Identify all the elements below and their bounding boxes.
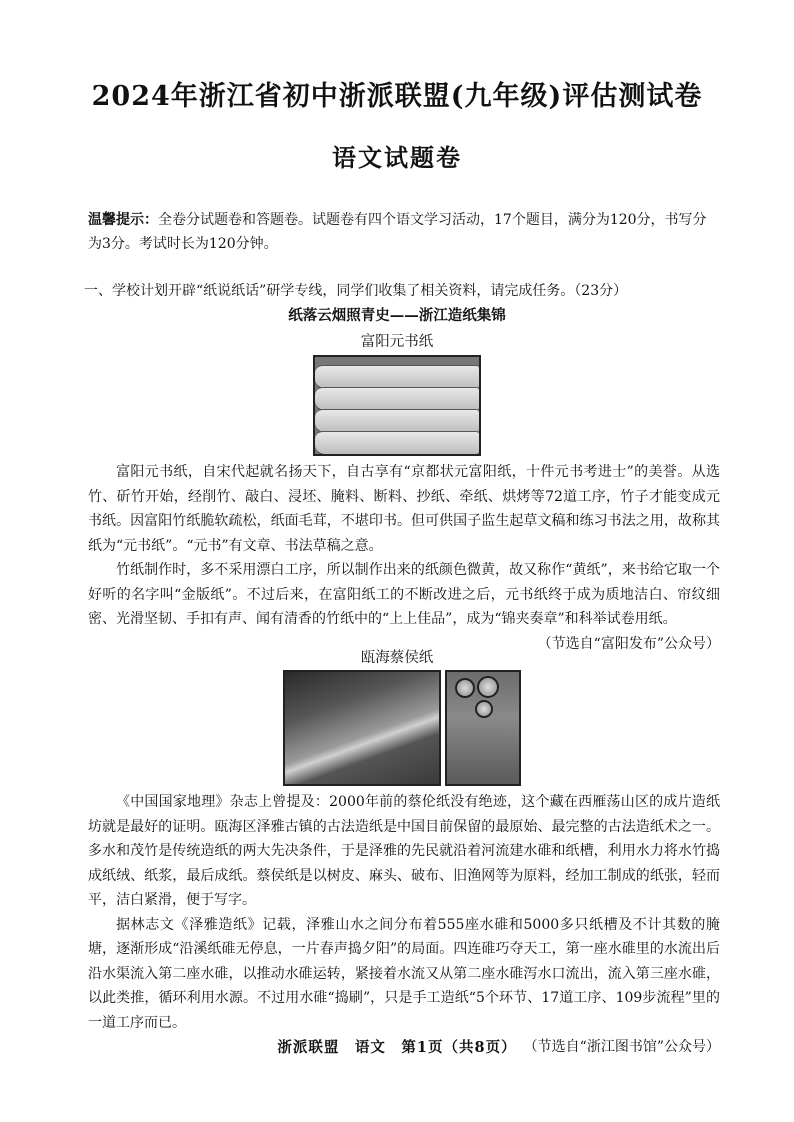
part2-source: （节选自“浙江图书馆”公众号） — [523, 1039, 720, 1055]
page-footer: 浙派联盟 语文 第1页（共8页） — [277, 1039, 517, 1056]
tip-text: 全卷分试题卷和答题卷。试题卷有四个语文学习活动，17个题目，满分为120分，书写分为3分。考试时长为120分钟。 — [88, 212, 707, 252]
part2-title: 瓯海蔡侯纸 — [360, 650, 434, 666]
exam-subtitle: 语文试题卷 — [332, 143, 462, 172]
part1-title: 富阳元书纸 — [360, 334, 434, 350]
tip-block — [88, 208, 718, 256]
tip-label: 温馨提示： — [88, 212, 158, 228]
part1-text — [88, 460, 720, 656]
part2-paragraph: 《中国国家地理》杂志上曾提及：2000年前的蔡伦纸没有绝迹，这个藏在西雁荡山区的成片造纸坊就是最好的证明。瓯海区泽雅古镇的古法造纸是中国目前保留的最原始、最完整的古法造纸术之一。多水和茂竹是传统造纸的两大先决条件，于是泽雅的先民就沿着河流建水碓和纸槽，利用水力将水竹捣成纸绒、纸浆，最后成纸。蔡侯纸是以树皮、麻头、破布、旧渔网等为原料，经加工制成的纸张，轻而平，洁白紧滑，便于写字。 — [88, 794, 720, 908]
paper-mill-image — [283, 670, 441, 786]
exam-title: 2024年浙江省初中浙派联盟(九年级)评估测试卷 — [91, 81, 703, 112]
part1-source: （节选自“富阳发布”公众号） — [537, 635, 720, 652]
part1-paragraph: 竹纸制作时，多不采用漂白工序，所以制作出来的纸颜色微黄，故又称作“黄纸”，来书给它取一个好听的名字叫“金版纸”。不过后来，在富阳纸工的不断改进之后，元书纸终于成为质地洁白、帘纹细密、光滑坚韧、手扣有声、闻有清香的竹纸中的“上上佳品”，成为“锦夹奏章”和科举试卷用纸。 — [88, 562, 720, 627]
stamped-paper-image — [445, 670, 521, 786]
section-question: 一、学校计划开辟“纸说纸话”研学专线，同学们收集了相关资料，请完成任务。（23分） — [84, 283, 628, 299]
part2-text — [88, 790, 720, 1060]
part2-paragraph: 据林志文《泽雅造纸》记载，泽雅山水之间分布着555座水碓和5000多只纸槽及不计其数的腌塘，逐渐形成“沿溪纸碓无停息，一片春声捣夕阳”的局面。四连碓巧夺天工，第一座水碓里的水流出后沿水渠流入第二座水碓，以推动水碓运转，紧接着水流又从第二座水碓泻水口流出，流入第三座水碓，以此类推，循环利用水源。不过用水碓“捣刷”，只是手工造纸“5个环节、17道工序、109步流程”里的一道工序而已。 — [88, 916, 720, 1031]
section-heading: 纸落云烟照青史——浙江造纸集锦 — [288, 307, 506, 324]
fuyang-paper-image — [313, 355, 481, 456]
part1-paragraph: 富阳元书纸，自宋代起就名扬天下，自古享有“京都状元富阳纸，十件元书考进士”的美誉。从选竹、斫竹开始，经削竹、敲白、浸坯、腌料、断料、抄纸、牵纸、烘烤等72道工序，竹子才能变成元书纸。因富阳竹纸脆软疏松，纸面毛茸，不堪印书。但可供国子监生起草文稿和练习书法之用，故称其纸为“元书纸”。“元书”有文章、书法草稿之意。 — [88, 464, 720, 554]
